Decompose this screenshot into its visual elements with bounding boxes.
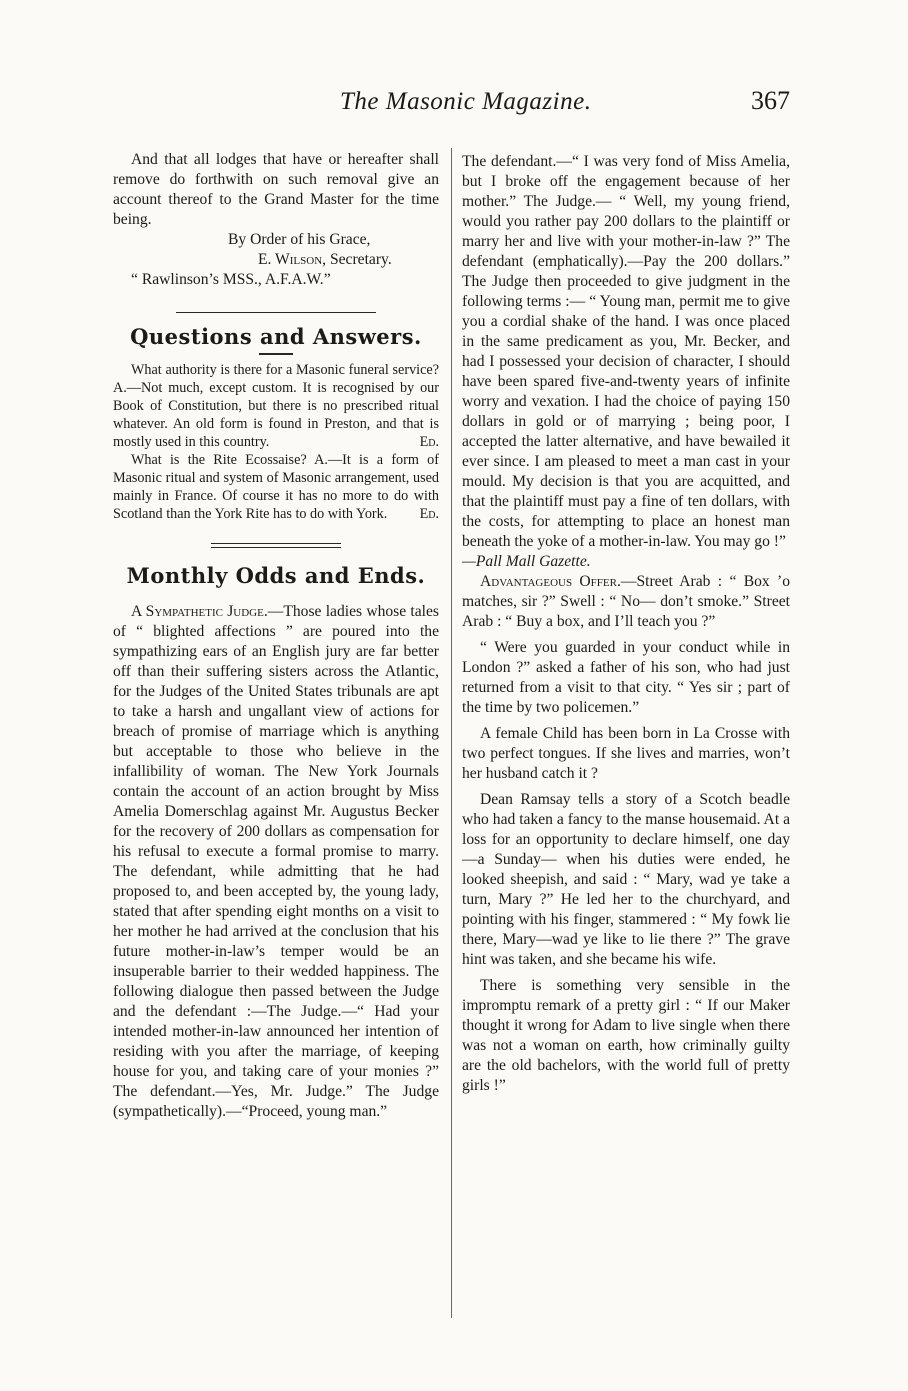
story-text: —Those ladies whose tales of “ blighted affections ” are poured into the sympathizing ears of an English jury are far better off than their suffering sisters across the Atlantic, for the Judges of the United States tribunals are apt to take a harsh and ungallant view of actions for breach of promise of marriage which is anything but acceptable to those who believe in the infallibility of woman. The New York Journals contain the account of an action brought by Miss Amelia Domerschlag against Mr. Augustus Becker for the recovery of 200 dollars as compensation for his refusal to execute a formal promise to marry. The defendant, while admitting that he had proposed to, and been accepted by, the young lady, stated that after spending eight months on a visit to her mother he had arrived at the conclusion that his future mother-in-law’s temper would be an insuperable barrier to their wedded happiness. The following dialogue then passed between the Judge and the defendant :—The Judge.—“ Had your intended mother-in-law announced her intention of residing with you after the marriage, of keeping house for you, and taking care of your monies ?” The defendant.—Yes, Mr. Judge.” The Judge (sympathetically).—“Proceed, young man.”	[113, 603, 439, 1120]
intro-paragraph: And that all lodges that have or hereafter shall remove do forthwith on such removal give an account thereof to the Grand Master for the time being.	[113, 151, 439, 228]
signature-line-order: By Order of his Grace,	[228, 231, 371, 248]
child-paragraph: A female Child has been born in La Crosse with two perfect tongues. If she lives and marries, won’t her husband catch it ?	[462, 725, 790, 782]
qa-entry-funeral-text: What authority is there for a Masonic funeral service? A.—Not much, except custom. It is recognised by our Book of Constitution, but there is no prescribed ritual whatever. An old form is found in Preston, and that is mostly used in this country.	[113, 362, 439, 450]
offer-lead: Advantageous Offer.	[480, 573, 621, 590]
qa-entry-rite	[113, 451, 439, 523]
odds-heading: Monthly Odds and Ends.	[126, 563, 426, 588]
qa-heading: Questions and Answers.	[130, 324, 422, 349]
qa-heading-rule	[259, 353, 293, 355]
secretary-title: , Secretary.	[322, 251, 392, 268]
qa-entry-rite-text: What is the Rite Ecossaise? A.—It is a form of Masonic ritual and system of Masonic arrangement, used mainly in France. Of course it has no more to do with Scotland than the York Rite has to do with York.	[113, 452, 439, 522]
magazine-title: The Masonic Magazine.	[340, 88, 592, 115]
story-paragraph	[113, 602, 439, 1122]
secretary-name: E. Wilson	[258, 251, 323, 268]
running-head	[0, 88, 908, 128]
ramsay-paragraph: Dean Ramsay tells a story of a Scotch beadle who had taken a fancy to the manse housemaid. At a loss for an opportunity to declare himself, one day—a Sunday— when his duties were ended, he looked sheepish, and said : “ Mary, wad ye take a turn, Mary ?” He led her to the churchyard, and pointing with his finger, stammered : “ My fowk lie there, Mary—wad ye like to lie there ?” The grave hint was taken, and she became his wife.	[462, 791, 790, 968]
right-column	[462, 152, 790, 1096]
story-lead: A Sympathetic Judge.	[131, 603, 268, 620]
girl-paragraph: There is something very sensible in the impromptu remark of a pretty girl : “ If our Maker thought it wrong for Adam to live single when there was not a woman on earth, how criminally guilty are the old bachelors, with the world full of pretty girls !”	[462, 977, 790, 1094]
qa-entry-funeral	[113, 361, 439, 451]
guarded-paragraph: “ Were you guarded in your conduct while in London ?” asked a father of his son, who had just returned from a visit to that city. “ Yes sir ; part of the time by two policemen.”	[462, 639, 790, 716]
column-divider	[451, 148, 452, 1318]
story-continuation: The defendant.—“ I was very fond of Miss Amelia, but I broke off the engagement because of her mother.” The Judge.— “ Well, my young friend, would you rather pay 200 dollars to the plaintiff or marry her and live with your mother-in-law ?” The defendant (emphatically).—Pay the 200 dollars.” The Judge then proceeded to give judgment in the following terms :— “ Young man, permit me to give you a cordial shake of the hand. I was once placed in the same predicament as you, Mr. Becker, and had I possessed your decision of character, I should have been spared five-and-twenty years of infinite worry and vexation. I had the choice of paying 150 dollars in gold or of marrying ; being poor, I accepted the latter alternative, and have bewailed it ever since. I am pleased to meet a man cast in your mould. My decision is that you are acquitted, and that the plaintiff must pay a fine of ten dollars, with the costs, for attempting to place an honest man beneath the yoke of a mother-in-law. You may go !”	[462, 153, 790, 550]
offer-text: —Street Arab : “ Box ’o matches, sir ?” Swell : “ No— don’t smoke.” Street Arab : “ Buy a box, and I’ll teach you ?”	[462, 573, 791, 630]
section-rule	[176, 312, 376, 313]
editor-mark: Ed.	[419, 434, 439, 450]
signature-line-secretary	[113, 250, 439, 270]
page-number: 367	[751, 86, 790, 115]
editor-mark: Ed.	[419, 506, 439, 522]
section-double-rule	[211, 543, 341, 548]
signature-line-source: “ Rawlinson’s MSS., A.F.A.W.”	[131, 271, 331, 288]
offer-paragraph	[462, 572, 790, 632]
story-source: —Pall Mall Gazette.	[462, 553, 591, 570]
left-column	[113, 150, 439, 1122]
